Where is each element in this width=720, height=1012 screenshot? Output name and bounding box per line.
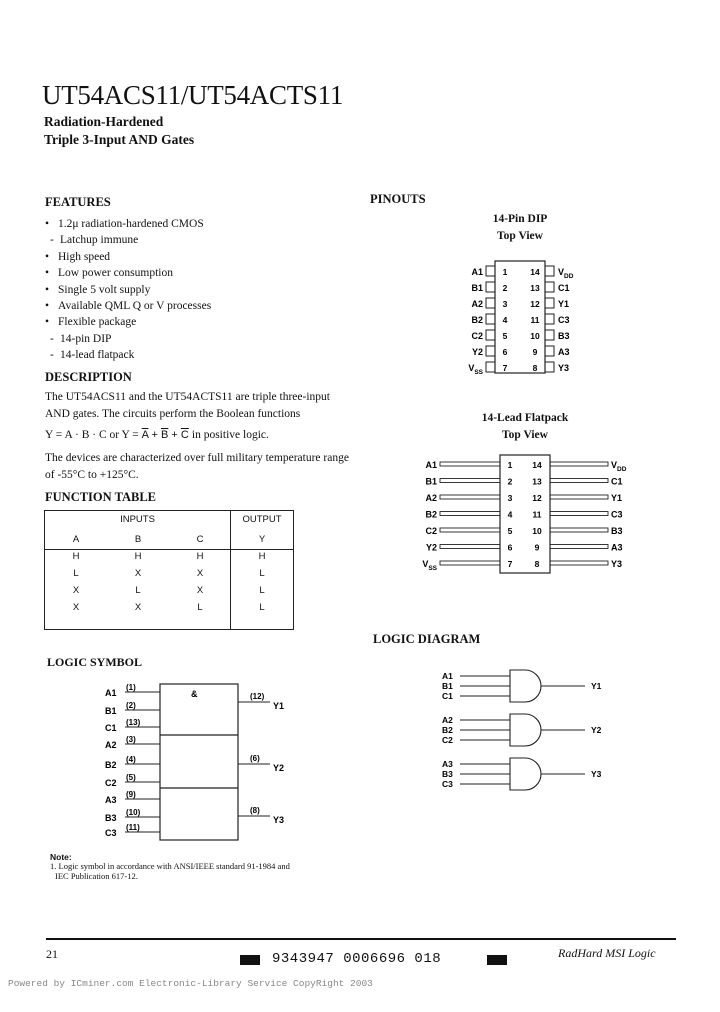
feature-item: • Single 5 volt supply [45,282,345,298]
symbol-output-label: Y1 [273,701,285,711]
pin-label: A1 [471,267,483,277]
table-cell: H [72,551,80,562]
lead [550,512,608,516]
table-cell: X [72,602,80,613]
pin-box [486,266,495,276]
and-gate [510,758,541,790]
equation-plus-1: + [151,429,158,441]
pin-label: Y1 [558,299,570,309]
and-gate [510,670,541,702]
inputs-label: INPUTS [120,514,155,525]
brand-label: RadHard MSI Logic [558,946,656,960]
gate-output-label: Y2 [591,725,602,735]
pin-number: 12 [530,299,540,309]
lead [440,512,500,516]
flatpack-subtitle: Top View [502,429,548,441]
pin-number: 8 [532,363,538,373]
table-cell: L [135,585,141,596]
subtitle-line-2: Triple 3-Input AND Gates [44,132,195,147]
function-table [44,510,294,630]
temperature-text: The devices are characterized over full military temperature range of -55°C to +125°C. [45,452,349,481]
dip-subtitle: Top View [497,230,543,242]
flatpack-package-diagram [415,452,640,577]
symbol-output-label: Y2 [273,763,285,773]
and-gate [510,714,541,746]
symbol-input-label: A1 [105,688,117,698]
boolean-equation [45,427,269,444]
symbol-pin-number: (5) [126,773,136,782]
pin-number: 1 [502,267,508,277]
lead [550,528,608,532]
gate-input-label: A2 [442,715,453,725]
pin-label: A2 [425,493,437,503]
pin-box [486,330,495,340]
scan-footer: Powered by ICminer.com Electronic-Library Service CopyRight 2003 [8,978,373,989]
pin-number: 4 [502,315,508,325]
symbol-pin-number: (8) [250,806,260,815]
pin-label: Y2 [471,347,483,357]
pin-number: 7 [507,559,513,569]
equation-b-bar: $\overline{B}$ [160,429,169,441]
gate-input-label: B3 [442,769,453,779]
pin-number: 9 [534,542,540,553]
lead [550,545,608,549]
gate-input-label: C1 [442,691,453,701]
pin-label: Y2 [425,542,437,553]
gate-input-label: A3 [442,759,453,769]
table-cell: L [259,585,265,596]
pin-label: C1 [558,283,570,293]
note-line-2: IEC Publication 617-12. [55,871,138,881]
pin-label: A1 [425,460,437,470]
table-row [45,599,293,616]
pin-label: Y1 [611,493,623,503]
pin-box [486,298,495,308]
pin-label: A3 [558,347,570,357]
pin-number: 4 [507,509,513,520]
pin-label: B2 [425,509,437,520]
pin-number: 5 [502,331,508,341]
pin-number: 13 [530,283,540,293]
pin-number: 8 [534,559,540,569]
symbol-pin-number: (6) [250,754,260,763]
footer-rule [46,938,676,940]
pin-box [486,314,495,324]
table-cell: H [258,551,266,562]
symbol-pin-number: (1) [126,683,136,692]
symbol-input-label: C3 [105,828,117,838]
table-cell: L [259,602,265,613]
function-table-grid [45,531,293,616]
pin-number: 2 [502,283,508,293]
pin-box [545,298,554,308]
column-header: Y [258,534,266,545]
pin-number: 6 [502,347,508,357]
pin-number: 11 [530,315,540,325]
pin-label: $V_{DD}$ [558,267,574,280]
pin-label: Y3 [611,559,623,569]
dip-package-diagram [455,258,595,378]
table-cell: X [196,585,204,596]
pin-box [545,330,554,340]
pin-label: C1 [611,476,623,487]
pin-box [545,266,554,276]
gate-input-label: A1 [442,671,453,681]
symbol-pin-number: (3) [126,735,136,744]
pin-box [545,314,554,324]
table-cell: X [72,585,80,596]
gate-input-label: B1 [442,681,453,691]
table-row [45,582,293,599]
lead [440,479,500,483]
equation-a-bar: $\overline{A}$ [141,429,149,441]
symbol-pin-number: (12) [250,692,265,701]
pin-label: B3 [558,331,570,341]
table-cell: X [134,568,142,579]
and-symbol: & [191,689,198,699]
logic-symbol-heading: LOGIC SYMBOL [47,655,143,669]
lead [550,462,608,466]
table-cell: X [134,602,142,613]
lead [440,561,500,565]
symbol-input-label: C2 [105,778,117,788]
pin-label: B1 [425,476,437,487]
note-line-1: 1. Logic symbol in accordance with ANSI/IEEE standard 91-1984 and [50,861,290,871]
lead [550,495,608,499]
table-cell: L [197,602,203,613]
table-row [45,548,293,565]
symbol-input-label: B3 [105,813,117,823]
pin-box [545,362,554,372]
gate-input-label: B2 [442,725,453,735]
equation-prefix: Y = A · B · C or Y = [45,429,139,441]
pin-number: 3 [502,299,508,309]
gate-output-label: Y1 [591,681,602,691]
pin-box [486,282,495,292]
feature-subitem: - Latchup immune [45,232,345,248]
pin-label: B2 [471,315,483,325]
lead [440,528,500,532]
pin-label: $V_{SS}$ [422,559,437,572]
lead [550,561,608,565]
pin-label: C2 [471,331,483,341]
subtitle [44,113,194,149]
subtitle-line-1: Radiation-Hardened [44,114,164,129]
pin-number: 1 [507,460,513,470]
pin-number: 3 [507,493,513,503]
flatpack-title: 14-Lead Flatpack [481,412,569,424]
column-header: B [134,534,142,545]
symbol-input-label: B2 [105,760,117,770]
pin-box [486,346,495,356]
lead [440,462,500,466]
pin-box [486,362,495,372]
feature-item: • Low power consumption [45,265,345,281]
barcode-block-right [487,955,507,965]
symbol-input-label: C1 [105,723,117,733]
pin-label: A3 [611,542,623,553]
equation-c-bar: $\overline{C}$ [180,429,189,441]
pin-label: A2 [471,299,483,309]
output-label: OUTPUT [242,514,282,525]
feature-item: • Available QML Q or V processes [45,298,345,314]
pin-number: 2 [507,476,513,487]
table-header-row [45,531,293,548]
gate-output-label: Y3 [591,769,602,779]
symbol-pin-number: (10) [126,808,141,817]
gate-input-label: C3 [442,779,453,789]
gate-input-label: C2 [442,735,453,745]
column-header: C [196,534,204,545]
lead [440,495,500,499]
equation-plus-2: + [171,429,178,441]
feature-item: • High speed [45,249,345,265]
pin-box [545,282,554,292]
logic-symbol-diagram [95,680,305,845]
symbol-pin-number: (2) [126,701,136,710]
pinouts-heading: PINOUTS [370,192,426,206]
lead [440,545,500,549]
table-cell: L [259,568,265,579]
table-cell: H [134,551,142,562]
feature-item: • Flexible package [45,314,345,330]
pin-number: 14 [532,460,542,470]
symbol-input-label: A3 [105,795,117,805]
features-heading: FEATURES [45,195,111,209]
pin-label: C3 [611,509,623,520]
pin-number: 7 [502,363,508,373]
pin-number: 13 [532,476,542,487]
symbol-pin-number: (13) [126,718,141,727]
symbol-pin-number: (9) [126,790,136,799]
pin-box [545,346,554,356]
column-header: A [72,534,80,545]
pin-number: 14 [530,267,540,277]
pin-number: 9 [532,347,538,357]
equation-suffix: in positive logic. [191,429,269,441]
symbol-pin-number: (11) [126,823,140,832]
pin-label: $V_{SS}$ [468,363,483,376]
table-row [45,565,293,582]
table-cell: X [196,568,204,579]
pin-label: Y3 [558,363,570,373]
symbol-input-label: A2 [105,740,117,750]
function-table-heading: FUNCTION TABLE [45,490,157,504]
feature-item: • 1.2μ radiation-hardened CMOS [45,216,345,232]
pin-label: $V_{DD}$ [611,460,627,473]
pin-number: 12 [532,493,542,503]
barcode-text: 9343947 0006696 018 [272,951,442,967]
pin-number: 6 [507,542,513,553]
pin-number: 11 [532,509,542,520]
symbol-input-label: B1 [105,706,117,716]
feature-subitem: - 14-lead flatpack [45,347,345,363]
dip-title: 14-Pin DIP [492,213,548,225]
logic-symbol-block [160,684,238,840]
lead [550,479,608,483]
pin-label: C2 [425,526,437,536]
pin-number: 10 [532,526,542,536]
description-heading: DESCRIPTION [45,370,132,384]
pin-number: 10 [530,331,540,341]
pin-number: 5 [507,526,513,536]
symbol-output-label: Y3 [273,815,285,825]
pin-label: C3 [558,315,570,325]
logic-diagram [430,662,630,797]
table-cell: L [73,568,79,579]
feature-subitem: - 14-pin DIP [45,331,345,347]
page-title: UT54ACS11/UT54ACTS11 [42,80,344,110]
table-cell: H [196,551,204,562]
pin-label: B1 [471,283,483,293]
note-heading: Note: [50,852,72,862]
symbol-pin-number: (4) [126,755,136,764]
barcode-block-left [240,955,260,965]
pin-label: B3 [611,526,623,536]
logic-diagram-heading: LOGIC DIAGRAM [373,632,481,646]
page-number: 21 [46,947,58,961]
features-list [45,216,345,364]
description-text: The UT54ACS11 and the UT54ACTS11 are triple three-input AND gates. The circuits perform the Boolean functions [45,391,330,420]
